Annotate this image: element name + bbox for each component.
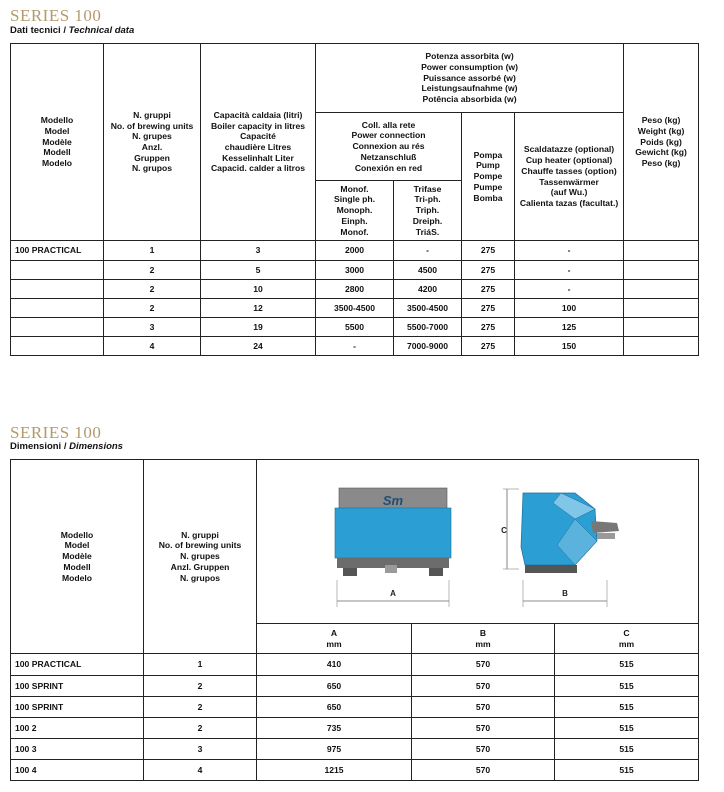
- series-title: SERIES 100: [10, 423, 102, 442]
- cell-dim-c: 515: [555, 739, 699, 760]
- header-cupheater: Scaldatazze (optional) Cup heater (optional) Chauffe tasses (option) Tassenwärmer (auf Wu.) Calienta tazas (facultat.): [515, 113, 624, 241]
- cell-boiler: 19: [201, 318, 316, 337]
- header-dim-c: C mm: [555, 624, 699, 654]
- machine-drawing: [257, 460, 699, 624]
- cell-model: [11, 261, 104, 280]
- cell-model: 100 SPRINT: [11, 676, 144, 697]
- front-view: [335, 488, 451, 607]
- cell-dim-a: 975: [257, 739, 412, 760]
- cell-model: 100 4: [11, 760, 144, 781]
- table-row: [11, 299, 699, 318]
- cell-pump: 275: [462, 280, 515, 299]
- cell-groups: 3: [104, 318, 201, 337]
- subtitle-italian: Dimensioni: [10, 441, 62, 452]
- cell-groups: 2: [144, 676, 257, 697]
- cell-trifase: 4500: [394, 261, 462, 280]
- cell-monof: 2800: [316, 280, 394, 299]
- header-model: Modello Model Modèle Modell Modelo: [11, 460, 144, 654]
- cell-groups: 4: [104, 337, 201, 356]
- table-row: [11, 241, 699, 261]
- cell-pump: 275: [462, 299, 515, 318]
- cell-groups: 2: [104, 280, 201, 299]
- header-power: Potenza assorbita (w) Power consumption (w) Puissance assorbé (w) Leistungsaufnahme (w) Potência absorbida (w): [316, 44, 624, 113]
- cell-groups: 2: [104, 261, 201, 280]
- cell-weight: [624, 318, 699, 337]
- cell-pump: 275: [462, 318, 515, 337]
- section-subtitle: [10, 441, 123, 452]
- cell-groups: 1: [104, 241, 201, 261]
- cell-dim-a: 1215: [257, 760, 412, 781]
- cell-groups: 4: [144, 760, 257, 781]
- cell-model: [11, 337, 104, 356]
- table-row: [11, 760, 699, 781]
- section-subtitle: [10, 25, 134, 36]
- table-row: [11, 654, 699, 676]
- subtitle-italian: Dati tecnici: [10, 25, 61, 36]
- header-dim-b: B mm: [412, 624, 555, 654]
- table-row: [11, 337, 699, 356]
- cell-boiler: 3: [201, 241, 316, 261]
- header-weight: Peso (kg) Weight (kg) Poids (kg) Gewicht (kg) Peso (kg): [624, 44, 699, 241]
- cell-dim-a: 735: [257, 718, 412, 739]
- header-groups: N. gruppi No. of brewing units N. grupes Anzl. Gruppen N. grupos: [144, 460, 257, 654]
- cell-dim-b: 570: [412, 697, 555, 718]
- table-row: [11, 261, 699, 280]
- cell-model: [11, 318, 104, 337]
- header-trifase: Trifase Tri-ph. Triph. Dreiph. TriáS.: [394, 181, 462, 241]
- cell-cup: -: [515, 261, 624, 280]
- subtitle-separator: /: [63, 25, 66, 36]
- cell-trifase: 3500-4500: [394, 299, 462, 318]
- subtitle-english: Dimensions: [69, 441, 123, 452]
- cell-cup: 150: [515, 337, 624, 356]
- cell-dim-b: 570: [412, 760, 555, 781]
- table-row: [11, 318, 699, 337]
- header-boiler: Capacità caldaia (litri) Boiler capacity in litres Capacité chaudière Litres Kesselinhalt Liter Capacid. calder a litros: [201, 44, 316, 241]
- cell-weight: [624, 337, 699, 356]
- cell-monof: 5500: [316, 318, 394, 337]
- table-row: [11, 739, 699, 760]
- cell-monof: 3000: [316, 261, 394, 280]
- technical-data-table: [10, 43, 699, 356]
- cell-dim-b: 570: [412, 654, 555, 676]
- cell-weight: [624, 241, 699, 261]
- cell-model: [11, 299, 104, 318]
- cell-trifase: -: [394, 241, 462, 261]
- cell-groups: 3: [144, 739, 257, 760]
- cell-weight: [624, 261, 699, 280]
- cell-dim-c: 515: [555, 697, 699, 718]
- cell-cup: -: [515, 241, 624, 261]
- cell-trifase: 5500-7000: [394, 318, 462, 337]
- cell-cup: 125: [515, 318, 624, 337]
- cell-dim-c: 515: [555, 676, 699, 697]
- cell-weight: [624, 280, 699, 299]
- header-pump: Pompa Pump Pompe Pumpe Bomba: [462, 113, 515, 241]
- cell-model: 100 SPRINT: [11, 697, 144, 718]
- cell-dim-a: 650: [257, 676, 412, 697]
- cell-cup: -: [515, 280, 624, 299]
- cell-dim-b: 570: [412, 718, 555, 739]
- cell-model: 100 PRACTICAL: [11, 241, 104, 261]
- dimension-c-label: C: [501, 525, 507, 535]
- cell-trifase: 7000-9000: [394, 337, 462, 356]
- table-row: [11, 280, 699, 299]
- table-row: [11, 718, 699, 739]
- cell-dim-b: 570: [412, 739, 555, 760]
- cell-boiler: 5: [201, 261, 316, 280]
- table-row: [11, 676, 699, 697]
- cell-model: [11, 280, 104, 299]
- cell-dim-a: 410: [257, 654, 412, 676]
- cell-dim-b: 570: [412, 676, 555, 697]
- cell-pump: 275: [462, 241, 515, 261]
- cell-dim-c: 515: [555, 718, 699, 739]
- cell-groups: 2: [144, 718, 257, 739]
- cell-pump: 275: [462, 337, 515, 356]
- cell-model: 100 2: [11, 718, 144, 739]
- machine-logo: Sm: [382, 492, 404, 508]
- header-dim-a: A mm: [257, 624, 412, 654]
- cell-pump: 275: [462, 261, 515, 280]
- table-row: [11, 697, 699, 718]
- header-groups: N. gruppi No. of brewing units N. grupes Anzl. Gruppen N. grupos: [104, 44, 201, 241]
- cell-groups: 1: [144, 654, 257, 676]
- subtitle-english: Technical data: [68, 25, 135, 36]
- header-model: Modello Model Modèle Modell Modelo: [11, 44, 104, 241]
- dimension-a-label: A: [390, 588, 396, 598]
- cell-boiler: 24: [201, 337, 316, 356]
- header-monof: Monof. Single ph. Monoph. Einph. Monof.: [316, 181, 394, 241]
- cell-model: 100 PRACTICAL: [11, 654, 144, 676]
- cell-dim-c: 515: [555, 760, 699, 781]
- cell-monof: 2000: [316, 241, 394, 261]
- series-title: SERIES 100: [10, 6, 102, 25]
- subtitle-separator: /: [63, 441, 67, 452]
- cell-dim-c: 515: [555, 654, 699, 676]
- cell-cup: 100: [515, 299, 624, 318]
- dimensions-table: [10, 459, 699, 781]
- cell-monof: 3500-4500: [316, 299, 394, 318]
- dimension-b-label: B: [562, 588, 568, 598]
- cell-model: 100 3: [11, 739, 144, 760]
- cell-groups: 2: [104, 299, 201, 318]
- cell-dim-a: 650: [257, 697, 412, 718]
- side-view: [501, 489, 619, 607]
- cell-trifase: 4200: [394, 280, 462, 299]
- cell-boiler: 10: [201, 280, 316, 299]
- cell-weight: [624, 299, 699, 318]
- cell-groups: 2: [144, 697, 257, 718]
- cell-monof: -: [316, 337, 394, 356]
- header-connection: Coll. alla rete Power connection Connexion au rés Netzanschluß Conexión en red: [316, 113, 462, 181]
- machine-drawing-svg: [257, 461, 699, 623]
- cell-boiler: 12: [201, 299, 316, 318]
